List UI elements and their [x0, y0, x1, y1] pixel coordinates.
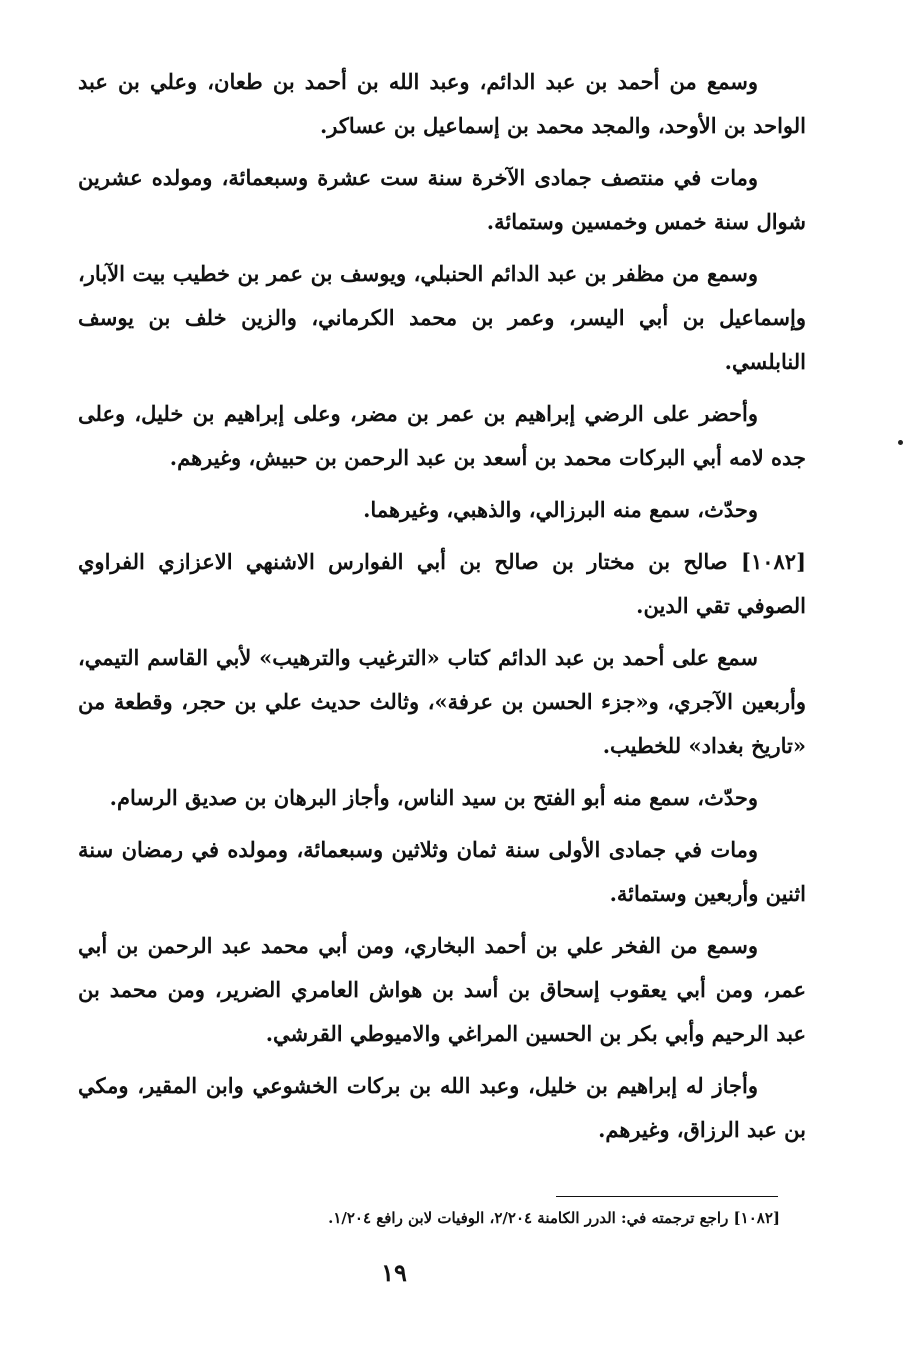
scan-speck	[898, 440, 903, 445]
paragraph-5: وحدّث، سمع منه البرزالي، والذهبي، وغيرهما.	[363, 497, 758, 522]
paragraph-2: ومات في منتصف جمادى الآخرة سنة ست عشرة وسبعمائة، ومولده عشرين شوال سنة خمس وخمسين وستمائة.	[78, 165, 806, 234]
paragraph-3: وسمع من مظفر بن عبد الدائم الحنبلي، ويوسف بن عمر بن خطيب بيت الآبار، وإسماعيل بن أبي اليسر، وعمر بن محمد الكرماني، والزين خلف بن يوسف النابلسي.	[78, 261, 806, 374]
paragraph-1: وسمع من أحمد بن عبد الدائم، وعبد الله بن أحمد بن طعان، وعلي بن عبد الواحد بن الأوحد، والمجد محمد بن إسماعيل بن عساكر.	[78, 69, 806, 138]
paragraph-4: وأحضر على الرضي إبراهيم بن عمر بن مضر، وعلى إبراهيم بن خليل، وعلى جده لامه أبي البركات محمد بن أسعد بن عبد الرحمن بن حبيش، وغيرهم.	[78, 401, 806, 470]
entry-heading-1082: [١٠٨٢] صالح بن مختار بن صالح بن أبي الفوارس الاشنهي الاعزازي الفراوي الصوفي تقي الدين.	[78, 549, 806, 618]
footnote: [١٠٨٢] راجع ترجمته في: الدرر الكامنة ٢/٢٠٤، الوفيات لابن رافع ١/٢٠٤.	[328, 1209, 780, 1227]
page-number: ١٩	[381, 1258, 407, 1287]
paragraph-7: سمع على أحمد بن عبد الدائم كتاب «الترغيب والترهيب» لأبي القاسم التيمي، وأربعين الآجري، و«جزء الحسن بن عرفة»، وثالث حديث علي بن حجر، وقطعة من «تاريخ بغداد» للخطيب.	[78, 645, 806, 758]
paragraph-8: وحدّث، سمع منه أبو الفتح بن سيد الناس، وأجاز البرهان بن صديق الرسام.	[109, 785, 758, 810]
footnote-divider	[556, 1196, 778, 1197]
paragraph-9: ومات في جمادى الأولى سنة ثمان وثلاثين وسبعمائة، ومولده في رمضان سنة اثنين وأربعين وستمائة.	[78, 837, 806, 906]
main-text	[78, 60, 806, 1160]
paragraph-10: وسمع من الفخر علي بن أحمد البخاري، ومن أبي محمد عبد الرحمن بن أبي عمر، ومن أبي يعقوب إسحاق بن أسد بن هواش العامري الضرير، ومن محمد بن عبد الرحيم وأبي بكر بن الحسين المراغي والاميوطي القرشي.	[78, 933, 806, 1046]
paragraph-11: وأجاز له إبراهيم بن خليل، وعبد الله بن بركات الخشوعي وابن المقير، ومكي بن عبد الرزاق، وغيرهم.	[78, 1073, 806, 1142]
